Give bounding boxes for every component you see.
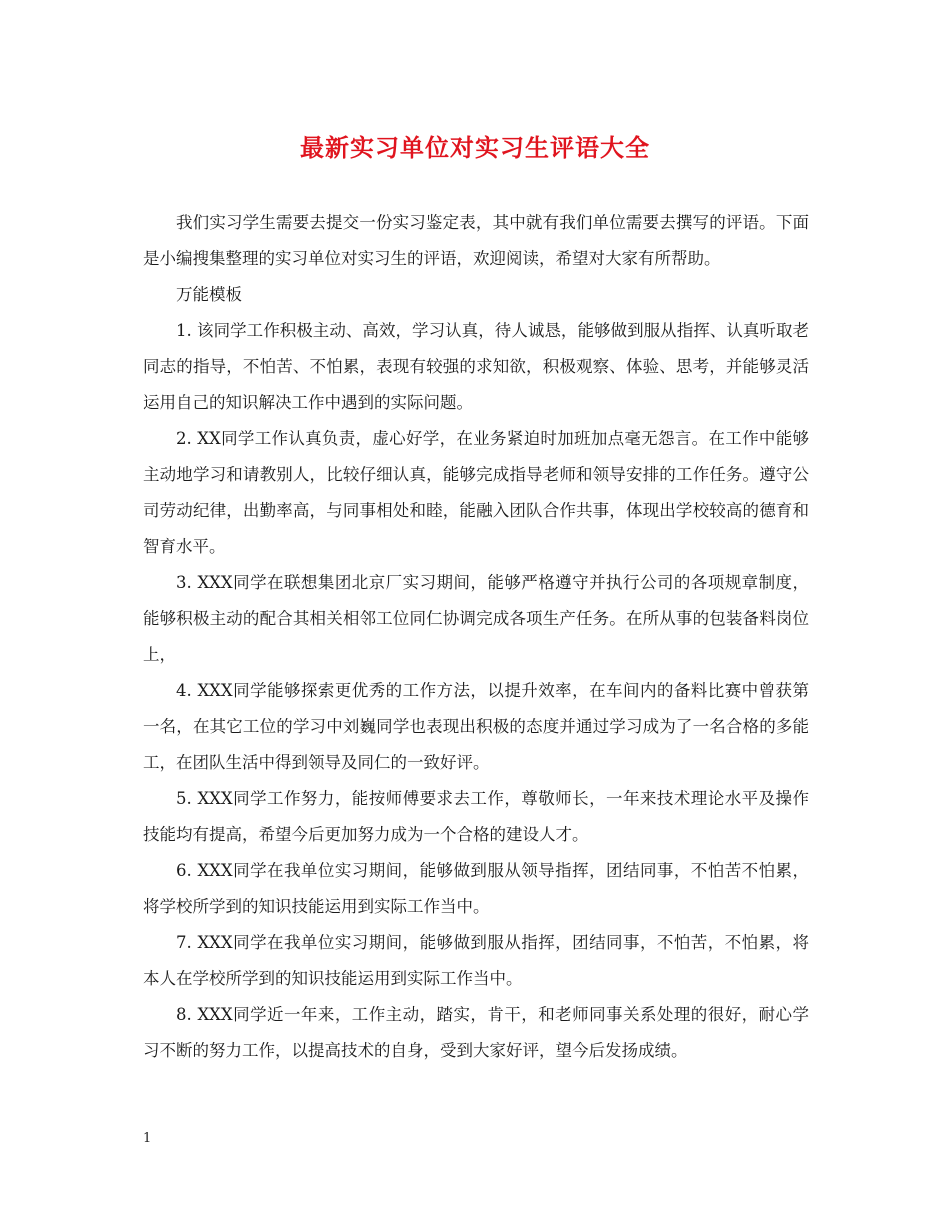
comment-item-4: 4. XXX同学能够探索更优秀的工作方法，以提升效率，在车间内的备料比赛中曾获第一名，在其它工位的学习中刘巍同学也表现出积极的态度并通过学习成为了一名合格的多能工，在团队生活中得到领导及同仁的一致好评。 xyxy=(143,681,809,772)
comment-item-8: 8. XXX同学近一年来，工作主动，踏实，肯干，和老师同事关系处理的很好，耐心学习不断的努力工作，以提高技术的自身，受到大家好评，望今后发扬成绩。 xyxy=(143,1005,809,1060)
document-body xyxy=(143,205,809,1069)
intro-paragraph: 我们实习学生需要去提交一份实习鉴定表，其中就有我们单位需要去撰写的评语。下面是小编搜集整理的实习单位对实习生的评语，欢迎阅读，希望对大家有所帮助。 xyxy=(143,213,809,268)
section-heading: 万能模板 xyxy=(176,285,242,304)
comment-item-2: 2. XX同学工作认真负责，虚心好学，在业务紧迫时加班加点毫无怨言。在工作中能够主动地学习和请教别人，比较仔细认真，能够完成指导老师和领导安排的工作任务。遵守公司劳动纪律，出勤率高，与同事相处和睦，能融入团队合作共事，体现出学校较高的德育和智育水平。 xyxy=(143,429,809,556)
document-title: 最新实习单位对实习生评语大全 xyxy=(300,133,650,162)
comment-item-1: 1. 该同学工作积极主动、高效，学习认真，待人诚恳，能够做到服从指挥、认真听取老同志的指导，不怕苦、不怕累，表现有较强的求知欲，积极观察、体验、思考，并能够灵活运用自己的知识解决工作中遇到的实际问题。 xyxy=(143,321,809,412)
comment-item-6: 6. XXX同学在我单位实习期间，能够做到服从领导指挥，团结同事，不怕苦不怕累，将学校所学到的知识技能运用到实际工作当中。 xyxy=(143,861,809,916)
comment-item-3: 3. XXX同学在联想集团北京厂实习期间，能够严格遵守并执行公司的各项规章制度，能够积极主动的配合其相关相邻工位同仁协调完成各项生产任务。在所从事的包装备料岗位上， xyxy=(143,573,809,664)
page-number: 1 xyxy=(143,1131,152,1146)
comment-item-7: 7. XXX同学在我单位实习期间，能够做到服从指挥，团结同事，不怕苦，不怕累，将本人在学校所学到的知识技能运用到实际工作当中。 xyxy=(143,933,809,988)
comment-item-5: 5. XXX同学工作努力，能按师傅要求去工作，尊敬师长，一年来技术理论水平及操作技能均有提高，希望今后更加努力成为一个合格的建设人才。 xyxy=(143,789,809,844)
